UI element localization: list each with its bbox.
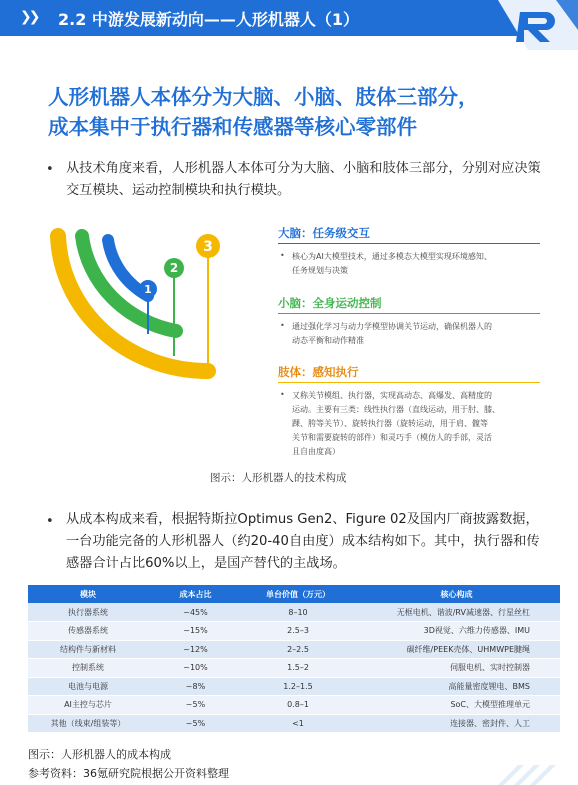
cell-value: 2.5–3 (243, 622, 353, 641)
limbs-line: 运动。主要有三类：线性执行器（直线运动，用于肘、膝、 (292, 405, 500, 414)
headline-line-2: 成本集中于执行器和传感器等核心零部件 (48, 115, 417, 139)
cerebellum-title: 小脑：全身运动控制 (278, 296, 382, 310)
diagram-caption: 图示：人形机器人的技术构成 (210, 472, 347, 484)
brain-body (292, 250, 542, 278)
col-header-share: 成本占比 (148, 585, 243, 603)
cerebellum-line: 通过强化学习与动力学模型协调关节运动，确保机器人的 (292, 322, 492, 331)
limbs-line: 又称关节模组、执行器，实现高动态、高爆发、高精度的 (292, 391, 492, 400)
cell-module: 其他（线束/组装等） (28, 714, 148, 733)
limbs-bullet: • (280, 390, 285, 399)
cell-core: 3D视觉、六维力传感器、IMU (353, 622, 560, 641)
cell-share: ~12% (148, 640, 243, 659)
limbs-line: 踝、胯等关节）、旋转执行器（旋转运动，用于肩、髋等 (292, 419, 488, 428)
table-row (28, 696, 560, 715)
cerebellum-line: 动态平衡和动作精准 (292, 336, 364, 345)
table-header-row (28, 585, 560, 603)
limbs-body (292, 389, 542, 459)
cell-core: SoC、大模型推理单元 (353, 696, 560, 715)
cost-table (28, 585, 560, 733)
cerebellum-divider (278, 313, 540, 314)
chevron-icon: ❯❯ (20, 9, 38, 25)
cell-value: 0.8–1 (243, 696, 353, 715)
cell-core: 高能量密度锂电、BMS (353, 677, 560, 696)
brand-logo-icon (468, 0, 578, 50)
col-header-value: 单台价值（万元） (243, 585, 353, 603)
arc-diagram (48, 216, 288, 386)
cell-module: 执行器系统 (28, 603, 148, 622)
cell-module: 控制系统 (28, 659, 148, 678)
cell-value: 2–2.5 (243, 640, 353, 659)
cell-share: ~10% (148, 659, 243, 678)
page-headline (48, 82, 548, 142)
cell-share: ~45% (148, 603, 243, 622)
cost-paragraph: 从成本构成来看，根据特斯拉Optimus Gen2、Figure 02及国内厂商披露数据，一台功能完备的人形机器人（约20-40自由度）成本结构如下。其中，执行器和传感器合计占比60%以上，是国产替代的主战场。 (66, 512, 540, 571)
intro-paragraph: 从技术角度来看，人形机器人本体可分为大脑、小脑和肢体三部分，分别对应决策交互模块、运动控制模块和执行模块。 (66, 161, 541, 198)
cell-value: 1.5–2 (243, 659, 353, 678)
brain-bullet: • (280, 251, 285, 260)
table-row (28, 659, 560, 678)
cell-module: AI主控与芯片 (28, 696, 148, 715)
cerebellum-body (292, 320, 542, 348)
table-row (28, 677, 560, 696)
cell-core: 无框电机、谐波/RV减速器、行星丝杠 (353, 603, 560, 622)
table-row (28, 640, 560, 659)
number-1: 1 (144, 283, 152, 296)
bullet-icon: • (46, 162, 54, 177)
section-title: 2.2 中游发展新动向——人形机器人（1） (58, 10, 360, 29)
brain-title: 大脑：任务级交互 (278, 226, 370, 240)
cell-share: ~5% (148, 696, 243, 715)
cell-value: 8–10 (243, 603, 353, 622)
brain-line: 核心为AI大模型技术，通过多模态大模型实现环境感知、 (292, 252, 492, 261)
source-note: 参考资料：36氪研究院根据公开资料整理 (28, 767, 229, 780)
cell-module: 电池与电源 (28, 677, 148, 696)
col-header-core: 核心构成 (353, 585, 560, 603)
cell-share: ~8% (148, 677, 243, 696)
cell-module: 结构件与新材料 (28, 640, 148, 659)
table-row (28, 622, 560, 641)
table-row (28, 714, 560, 733)
limbs-divider (278, 382, 540, 383)
limbs-line: 且自由度高） (292, 447, 340, 456)
cerebellum-bullet: • (280, 321, 285, 330)
number-3: 3 (203, 239, 213, 255)
cell-core: 碳纤维/PEEK壳体、UHMWPE腱绳 (353, 640, 560, 659)
limbs-line: 关节和需要旋转的部件）和灵巧手（模仿人的手部，灵活 (292, 433, 492, 442)
number-2: 2 (169, 261, 179, 275)
cell-core: 伺服电机、实时控制器 (353, 659, 560, 678)
bullet-icon: • (46, 514, 54, 529)
limbs-title: 肢体：感知执行 (278, 365, 359, 379)
table-row (28, 603, 560, 622)
brain-divider (278, 243, 540, 244)
corner-decoration-icon (458, 755, 578, 785)
table-caption: 图示：人形机器人的成本构成 (28, 748, 171, 761)
cell-share: ~15% (148, 622, 243, 641)
cell-share: ~5% (148, 714, 243, 733)
cell-module: 传感器系统 (28, 622, 148, 641)
cell-value: 1.2–1.5 (243, 677, 353, 696)
col-header-module: 模块 (28, 585, 148, 603)
cell-value: <1 (243, 714, 353, 733)
headline-line-1: 人形机器人本体分为大脑、小脑、肢体三部分， (48, 85, 479, 109)
cell-core: 连接器、密封件、人工 (353, 714, 560, 733)
brain-line: 任务规划与决策 (292, 266, 348, 275)
